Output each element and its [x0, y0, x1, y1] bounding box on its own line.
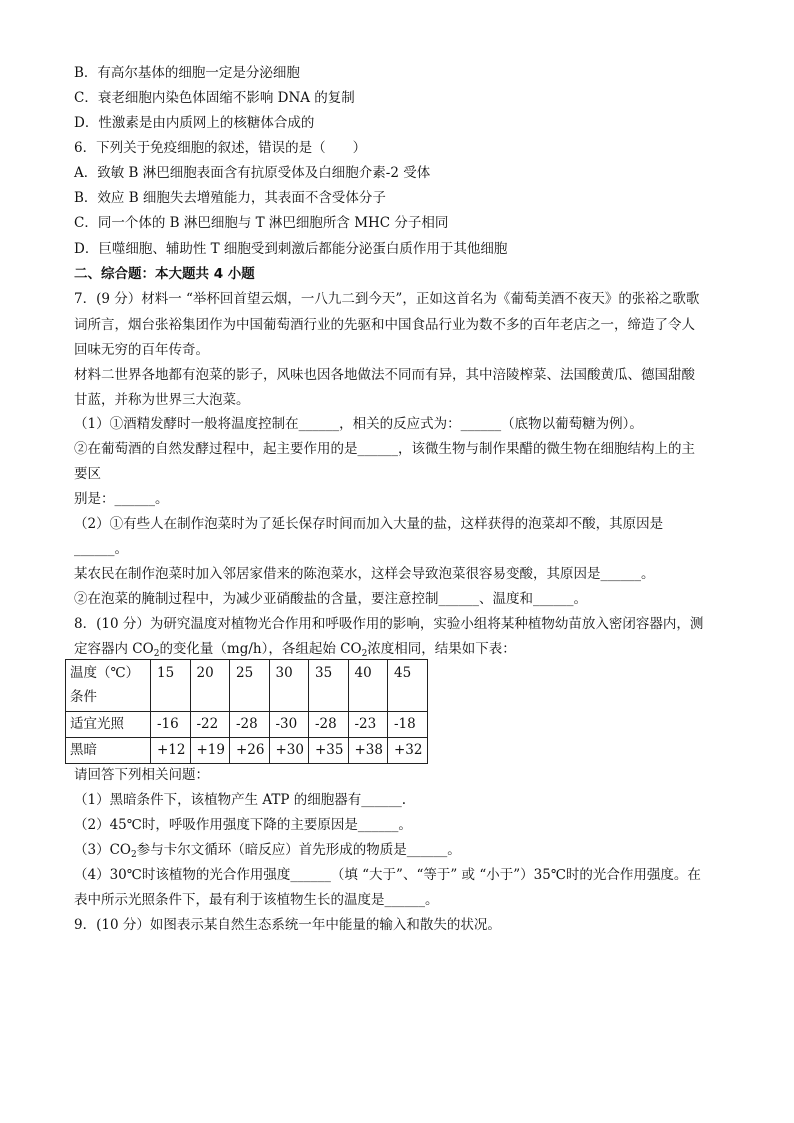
- q8-line-2: 定容器内 $CO_2$的变化量（mg/h），各组起始 $CO_2$浓度相同，结果如下表：: [74, 641, 516, 659]
- q7-part-1b-answer: 别是：______。: [74, 491, 169, 507]
- table-row: [66, 738, 428, 764]
- row-label: 黑暗: [66, 738, 151, 764]
- q8-part-4-cont: 表中所示光照条件下，最有利于该植物生长的温度是______。: [74, 892, 439, 908]
- temp-cell: 30: [269, 660, 309, 712]
- q7-part-2a: （2）①有些人在制作泡菜时为了延长保存时间而加入大量的盐，这样获得的泡菜却不酸，其原因是: [74, 516, 664, 532]
- q7-part-1a: （1）①酒精发酵时一般将温度控制在______，相关的反应式为：______（底物以葡萄糖为例）。: [74, 416, 643, 432]
- option-6b: B．效应 B 细胞失去增殖能力，其表面不含受体分子: [74, 190, 386, 206]
- q8-part-3: $(3)CO_2$参与卡尔文循环（暗反应）首先形成的物质是______。: [74, 842, 461, 860]
- temp-cell: 35: [309, 660, 349, 712]
- section-heading: 二、综合题：本大题共 4 小题: [74, 266, 255, 282]
- table-header-cell: 温度（℃） 条件: [66, 660, 151, 712]
- q8-part-4: （4）30℃时该植物的光合作用强度______（填 “大于”、“等于” 或 “小于”）35℃时的光合作用强度。在: [74, 867, 701, 883]
- q8-part-1: （1）黑暗条件下，该植物产生 ATP 的细胞器有______.: [74, 792, 407, 808]
- value-cell: -23: [348, 712, 388, 738]
- option-5b: B．有高尔基体的细胞一定是分泌细胞: [74, 65, 300, 81]
- question-6-stem: 6．下列关于免疫细胞的叙述，错误的是（ ）: [74, 140, 367, 156]
- value-cell: -30: [269, 712, 309, 738]
- value-cell: -18: [388, 712, 428, 738]
- option-6c: C．同一个体的 B 淋巴细胞与 T 淋巴细胞所含 MHC 分子相同: [74, 215, 449, 231]
- q7-line-2: 词所言，烟台张裕集团作为中国葡萄酒行业的先驱和中国食品行业为数不多的百年老店之一，缔造了令人: [74, 317, 695, 333]
- option-6a: A．致敏 B 淋巴细胞表面含有抗原受体及白细胞介素-2 受体: [74, 165, 431, 181]
- table-header-row: [66, 660, 428, 712]
- value-cell: +35: [309, 738, 349, 764]
- value-cell: +32: [388, 738, 428, 764]
- results-table: [65, 659, 428, 764]
- q9-stem: 9．(10 分）如图表示某自然生态系统一年中能量的输入和散失的状况。: [74, 917, 501, 933]
- row-label: 适宜光照: [66, 712, 151, 738]
- value-cell: -28: [309, 712, 349, 738]
- q7-part-2a-follow: 某农民在制作泡菜时加入邻居家借来的陈泡菜水，这样会导致泡菜很容易变酸，其原因是______。: [74, 566, 655, 582]
- value-cell: -22: [190, 712, 230, 738]
- q8-part-2: （2）45℃时，呼吸作用强度下降的主要原因是______。: [74, 817, 412, 833]
- q7-material-2-line-2: 甘蓝，并称为世界三大泡菜。: [74, 392, 250, 408]
- value-cell: -16: [151, 712, 191, 738]
- q7-part-2b: ②在泡菜的腌制过程中，为减少亚硝酸盐的含量，要注意控制______、温度和______。: [74, 591, 587, 607]
- value-cell: +19: [190, 738, 230, 764]
- value-cell: +12: [151, 738, 191, 764]
- option-6d: D．巨噬细胞、辅助性 T 细胞受到刺激后都能分泌蛋白质作用于其他细胞: [74, 241, 508, 257]
- q7-line-3: 回味无穷的百年传奇。: [74, 342, 209, 358]
- value-cell: +26: [230, 738, 270, 764]
- temp-cell: 40: [348, 660, 388, 712]
- temp-cell: 25: [230, 660, 270, 712]
- option-5c: C．衰老细胞内染色体固缩不影响 DNA 的复制: [74, 90, 355, 106]
- q7-part-1b-cont: 要区: [74, 466, 101, 482]
- value-cell: +30: [269, 738, 309, 764]
- temp-cell: 15: [151, 660, 191, 712]
- value-cell: -28: [230, 712, 270, 738]
- q8-line-1: 8．(10 分）为研究温度对植物光合作用和呼吸作用的影响，实验小组将某种植物幼苗放入密闭容器内，测: [74, 616, 704, 632]
- value-cell: +38: [348, 738, 388, 764]
- temp-cell: 45: [388, 660, 428, 712]
- q7-part-2a-answer: ______。: [74, 541, 128, 557]
- q7-part-1b: ②在葡萄酒的自然发酵过程中，起主要作用的是______，该微生物与制作果醋的微生物在细胞结构上的主: [74, 441, 695, 457]
- table-row: [66, 712, 428, 738]
- temp-cell: 20: [190, 660, 230, 712]
- q7-material-2-line-1: 材料二世界各地都有泡菜的影子，风味也因各地做法不同而有异，其中涪陵榨菜、法国酸黄瓜、德国甜酸: [74, 367, 695, 383]
- q8-prompt: 请回答下列相关问题：: [74, 767, 209, 783]
- option-5d: D．性激素是由内质网上的核糖体合成的: [74, 115, 315, 131]
- q7-line-1: 7．(9 分）材料一 “举杯回首望云烟，一八九二到今天”，正如这首名为《葡萄美酒不夜天》的张裕之歌歌: [74, 291, 700, 307]
